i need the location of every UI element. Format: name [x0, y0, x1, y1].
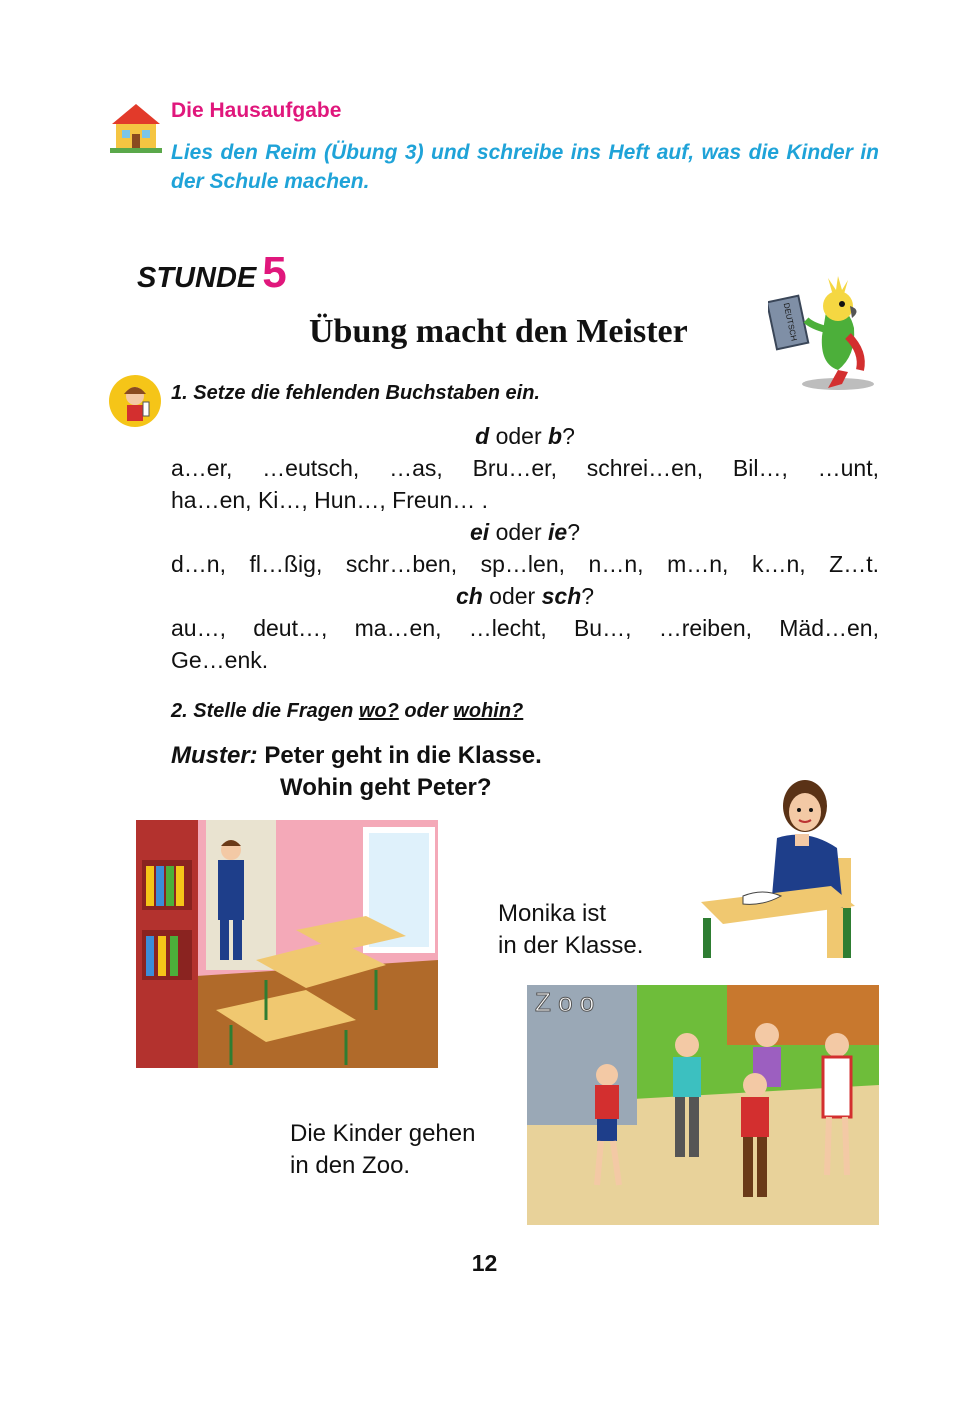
- group-ch-sch-header: ch oder sch?: [455, 583, 595, 609]
- homework-text: Lies den Reim (Übung 3) und schreibe ins Heft auf, was die Kinder in der Schule machen.: [171, 141, 879, 193]
- parrot-illustration: [768, 272, 880, 392]
- lesson-heading: [137, 248, 287, 298]
- muster-line-2: Wohin geht Peter?: [280, 774, 492, 801]
- muster-line-1: Peter geht in die Klasse.: [264, 742, 542, 769]
- classroom-illustration: [136, 820, 438, 1068]
- exercise2-instruction: 2. Stelle die Fragen wo? oder wohin?: [171, 700, 524, 722]
- caption-monika: Monika ist in der Klasse.: [498, 900, 644, 959]
- exercise-character-icon: [108, 374, 162, 428]
- muster-example: [171, 740, 542, 804]
- caption-kinder: Die Kinder gehen in den Zoo.: [290, 1120, 476, 1179]
- lesson-label: STUNDE: [137, 262, 257, 294]
- zoo-sign-text: Z o o: [535, 987, 595, 1017]
- lesson-number: 5: [262, 248, 287, 297]
- zoo-illustration: [527, 985, 879, 1225]
- page-number: 12: [471, 1250, 498, 1276]
- group-ei-ie-header: ei oder ie?: [470, 519, 580, 545]
- exercise1-instruction: 1. Setze die fehlenden Buchstaben ein.: [171, 382, 540, 404]
- teacher-illustration: [697, 778, 860, 958]
- group-ei-ie-line-1: d…n, fl…ßig, schr…ben, sp…len, n…n, m…n, k…n, Z…t.: [171, 551, 879, 577]
- group-d-b-header: d oder b?: [475, 423, 575, 449]
- book-label: DEUTSCH: [781, 302, 799, 342]
- muster-label: Muster:: [171, 742, 258, 769]
- group-d-b-line-1: a…er, …eutsch, …as, Bru…er, schrei…en, Bil…, …unt,: [171, 455, 879, 481]
- homework-title: Die Hausaufgabe: [171, 99, 342, 122]
- group-ch-sch-line-2: Ge…enk.: [171, 647, 269, 673]
- house-icon: [108, 100, 164, 156]
- lesson-title: Übung macht den Meister: [309, 313, 688, 350]
- group-d-b-line-2: ha…en, Ki…, Hun…, Freun… .: [171, 487, 489, 513]
- group-ch-sch-line-1: au…, deut…, ma…en, …lecht, Bu…, …reiben, Mäd…en,: [171, 615, 879, 641]
